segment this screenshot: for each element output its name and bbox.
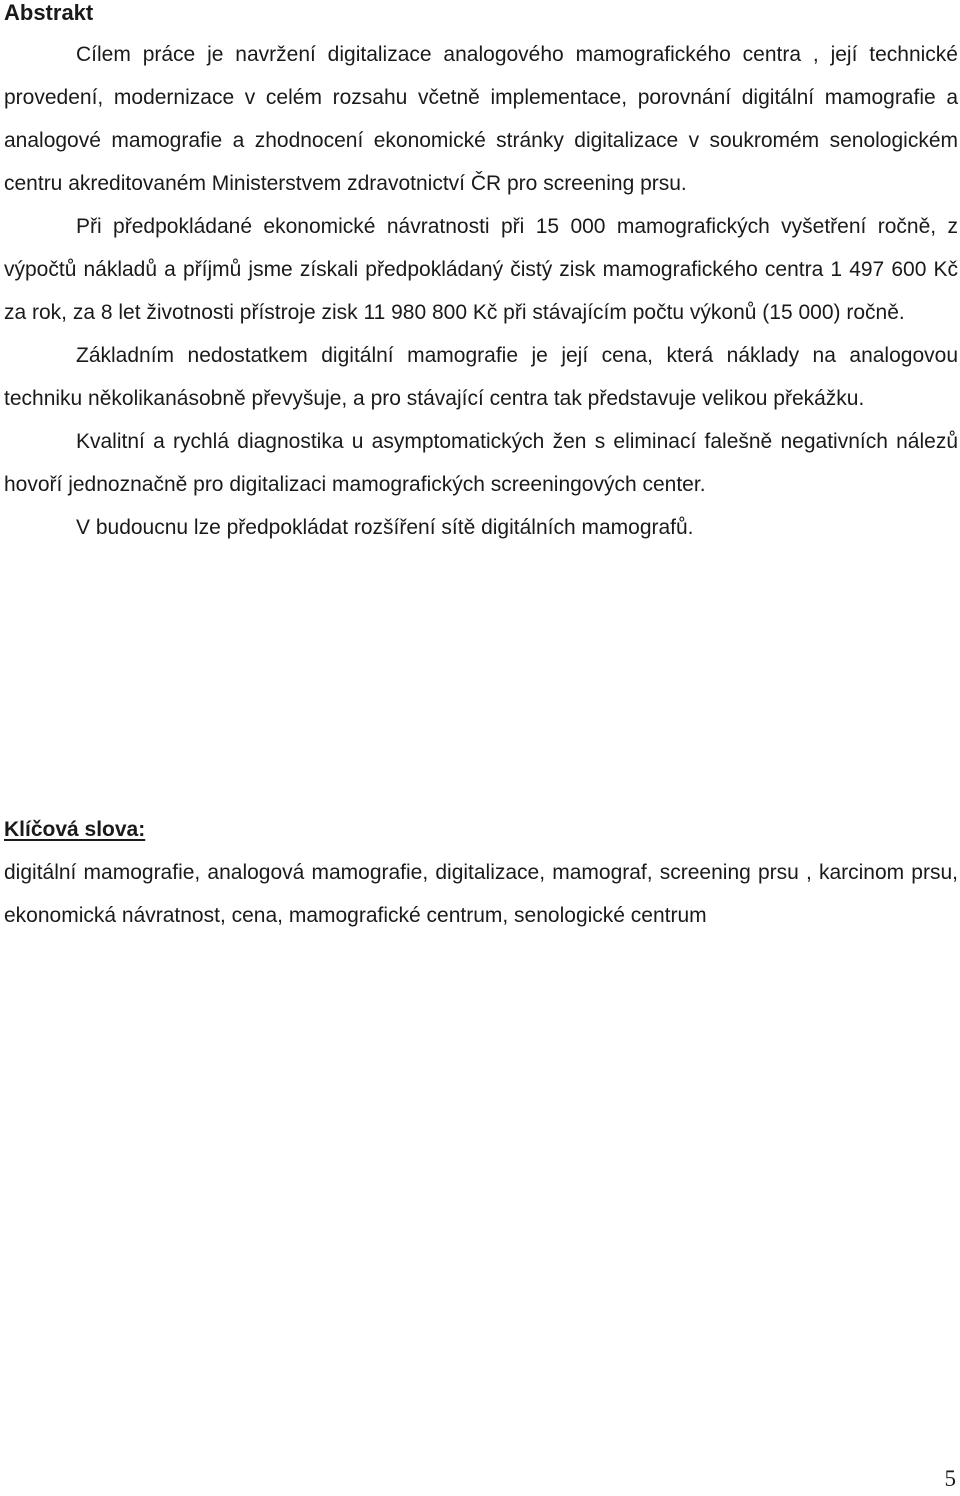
abstract-body bbox=[4, 33, 958, 549]
abstract-paragraph-2: Při předpokládané ekonomické návratnosti při 15 000 mamografických vyšetření ročně, z výpočtů nákladů a příjmů jsme získali předpokládaný čistý zisk mamografického centra 1 497 600 Kč za rok, za 8 let životnosti přístroje zisk 11 980 800 Kč při stávajícím počtu výkonů (15 000) ročně. bbox=[4, 215, 958, 324]
keywords-text: digitální mamografie, analogová mamografie, digitalizace, mamograf, screening prsu , karcinom prsu, ekonomická návratnost, cena, mamografické centrum, senologické centrum bbox=[4, 861, 958, 927]
abstract-paragraph-3: Základním nedostatkem digitální mamografie je její cena, která náklady na analogovou techniku několikanásobně převyšuje, a pro stávající centra tak představuje velikou překážku. bbox=[4, 344, 958, 410]
document-page bbox=[4, 0, 958, 927]
abstract-paragraph-5: V budoucnu lze předpokládat rozšíření sítě digitálních mamografů. bbox=[76, 516, 694, 539]
keywords-heading: Klíčová slova: bbox=[4, 818, 146, 841]
abstract-heading: Abstrakt bbox=[4, 0, 94, 25]
abstract-paragraph-1: Cílem práce je navržení digitalizace analogového mamografického centra , její technické provedení, modernizace v celém rozsahu včetně implementace, porovnání digitální mamografie a analogové mamografie a zhodnocení ekonomické stránky digitalizace v soukromém senologickém centru akreditovaném Ministerstvem zdravotnictví ČR pro screening prsu. bbox=[4, 43, 958, 195]
abstract-paragraph-4: Kvalitní a rychlá diagnostika u asymptomatických žen s eliminací falešně negativních nálezů hovoří jednoznačně pro digitalizaci mamografických screeningových center. bbox=[4, 430, 958, 496]
page-number: 5 bbox=[944, 1466, 956, 1491]
